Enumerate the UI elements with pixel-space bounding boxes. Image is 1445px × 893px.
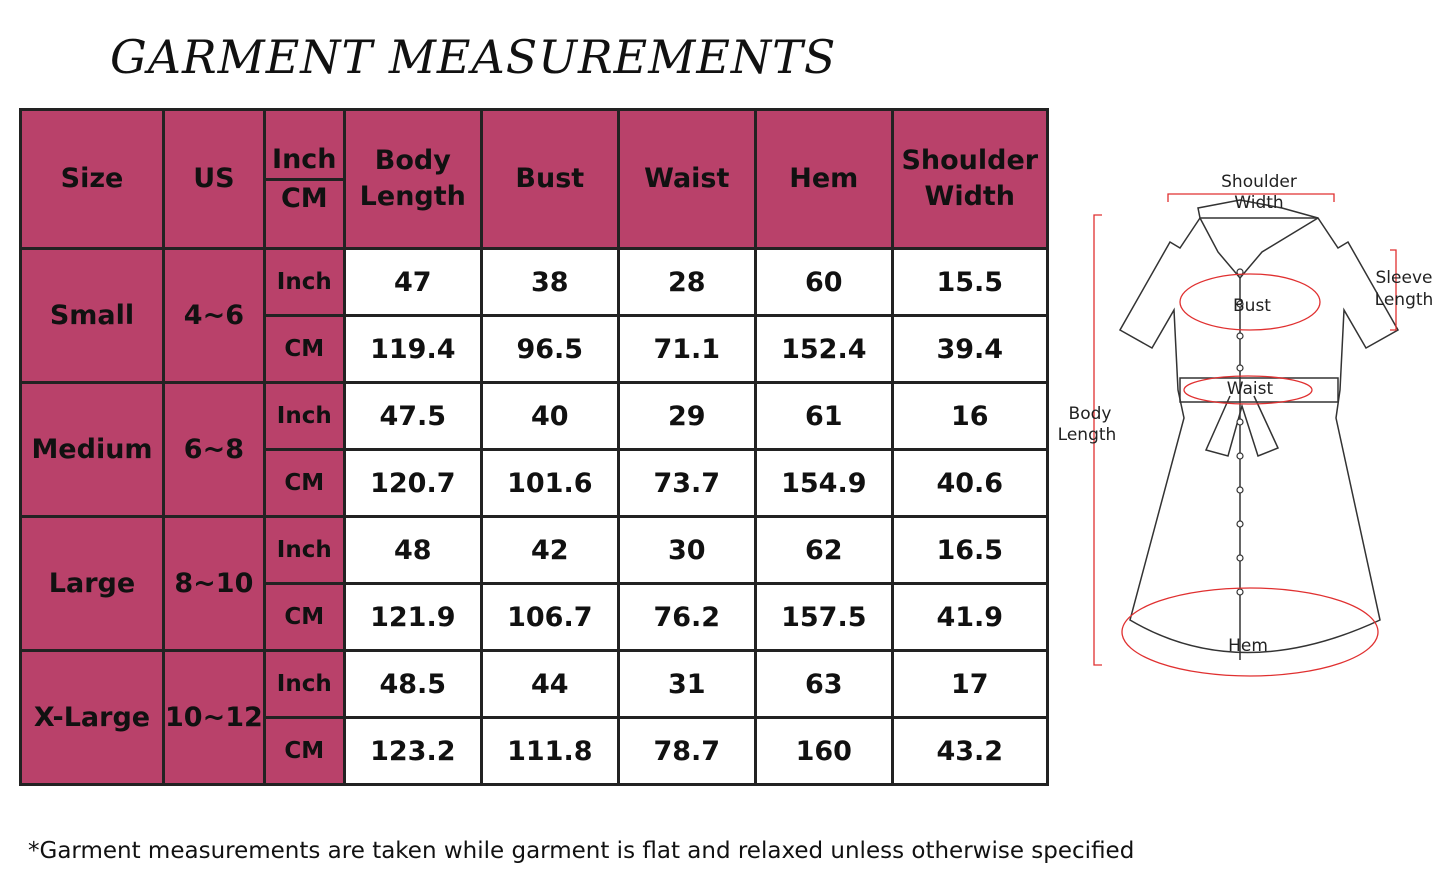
header-size: Size [21, 110, 164, 249]
hem-value: 61 [755, 383, 892, 450]
shoulder-value: 16.5 [892, 517, 1047, 584]
body-length-value: 120.7 [344, 450, 481, 517]
page-title: GARMENT MEASUREMENTS [110, 30, 837, 84]
diagram-label-body-1: Body [1068, 404, 1112, 424]
us-size: 4~6 [164, 249, 265, 383]
dress-outline [1120, 200, 1398, 660]
body-length-value: 47 [344, 249, 481, 316]
bust-value: 111.8 [481, 718, 618, 785]
diagram-label-hem: Hem [1228, 636, 1268, 656]
hem-value: 62 [755, 517, 892, 584]
waist-value: 28 [618, 249, 755, 316]
waist-value: 30 [618, 517, 755, 584]
bust-value: 42 [481, 517, 618, 584]
diagram-label-sleeve-2: Length [1374, 290, 1434, 310]
body-length-value: 119.4 [344, 316, 481, 383]
header-waist: Waist [618, 110, 755, 249]
shoulder-value: 15.5 [892, 249, 1047, 316]
unit-label: CM [264, 718, 344, 785]
body-length-value: 121.9 [344, 584, 481, 651]
shoulder-value: 39.4 [892, 316, 1047, 383]
diagram-label-shoulder-1: Shoulder [1221, 172, 1297, 192]
shoulder-value: 43.2 [892, 718, 1047, 785]
header-bust: Bust [481, 110, 618, 249]
unit-label: Inch [264, 517, 344, 584]
shoulder-value: 17 [892, 651, 1047, 718]
header-unit-cm: CM [280, 182, 328, 214]
body-length-value: 123.2 [344, 718, 481, 785]
diagram-label-body-2: Length [1057, 425, 1117, 445]
bust-value: 40 [481, 383, 618, 450]
us-size: 6~8 [164, 383, 265, 517]
diagram-label-shoulder-2: Width [1234, 193, 1284, 213]
bust-value: 106.7 [481, 584, 618, 651]
header-hem: Hem [755, 110, 892, 249]
header-shoulder-line1: Shoulder [901, 144, 1039, 176]
size-label: Large [21, 517, 164, 651]
footnote: *Garment measurements are taken while garment is flat and relaxed unless otherwise specified [28, 838, 1135, 864]
header-row [21, 110, 1048, 249]
shoulder-value: 16 [892, 383, 1047, 450]
table-row [21, 517, 1048, 584]
us-size: 8~10 [164, 517, 265, 651]
header-us: US [164, 110, 265, 249]
bust-value: 38 [481, 249, 618, 316]
us-size: 10~12 [164, 651, 265, 785]
unit-label: CM [264, 584, 344, 651]
size-label: Medium [21, 383, 164, 517]
diagram-label-bust: Bust [1233, 296, 1271, 316]
waist-value: 73.7 [618, 450, 755, 517]
hem-value: 63 [755, 651, 892, 718]
unit-label: CM [264, 316, 344, 383]
bust-value: 96.5 [481, 316, 618, 383]
diagram-label-sleeve-1: Sleeve [1375, 268, 1433, 288]
diagram-label-waist: Waist [1226, 379, 1274, 399]
waist-value: 78.7 [618, 718, 755, 785]
hem-value: 160 [755, 718, 892, 785]
body-length-value: 47.5 [344, 383, 481, 450]
hem-value: 154.9 [755, 450, 892, 517]
bust-value: 44 [481, 651, 618, 718]
body-length-value: 48.5 [344, 651, 481, 718]
header-body-length-line2: Length [359, 181, 466, 212]
size-chart-table [19, 108, 1049, 786]
header-body-length-line1: Body [374, 144, 451, 176]
header-body-length [344, 110, 481, 249]
waist-value: 71.1 [618, 316, 755, 383]
shoulder-value: 41.9 [892, 584, 1047, 651]
size-label: X-Large [21, 651, 164, 785]
unit-label: Inch [264, 651, 344, 718]
waist-value: 31 [618, 651, 755, 718]
unit-label: CM [264, 450, 344, 517]
unit-label: Inch [264, 249, 344, 316]
header-unit-inch: Inch [266, 142, 343, 181]
dress-measurement-diagram [1050, 160, 1440, 680]
table-row [21, 249, 1048, 316]
waist-value: 76.2 [618, 584, 755, 651]
header-shoulder-line2: Width [924, 181, 1016, 212]
hem-value: 60 [755, 249, 892, 316]
hem-value: 157.5 [755, 584, 892, 651]
header-shoulder-width [892, 110, 1047, 249]
header-unit [264, 110, 344, 249]
table-row [21, 383, 1048, 450]
table-row [21, 651, 1048, 718]
unit-label: Inch [264, 383, 344, 450]
size-label: Small [21, 249, 164, 383]
waist-value: 29 [618, 383, 755, 450]
shoulder-value: 40.6 [892, 450, 1047, 517]
hem-value: 152.4 [755, 316, 892, 383]
bust-value: 101.6 [481, 450, 618, 517]
body-length-value: 48 [344, 517, 481, 584]
measurement-marks [1094, 194, 1396, 676]
